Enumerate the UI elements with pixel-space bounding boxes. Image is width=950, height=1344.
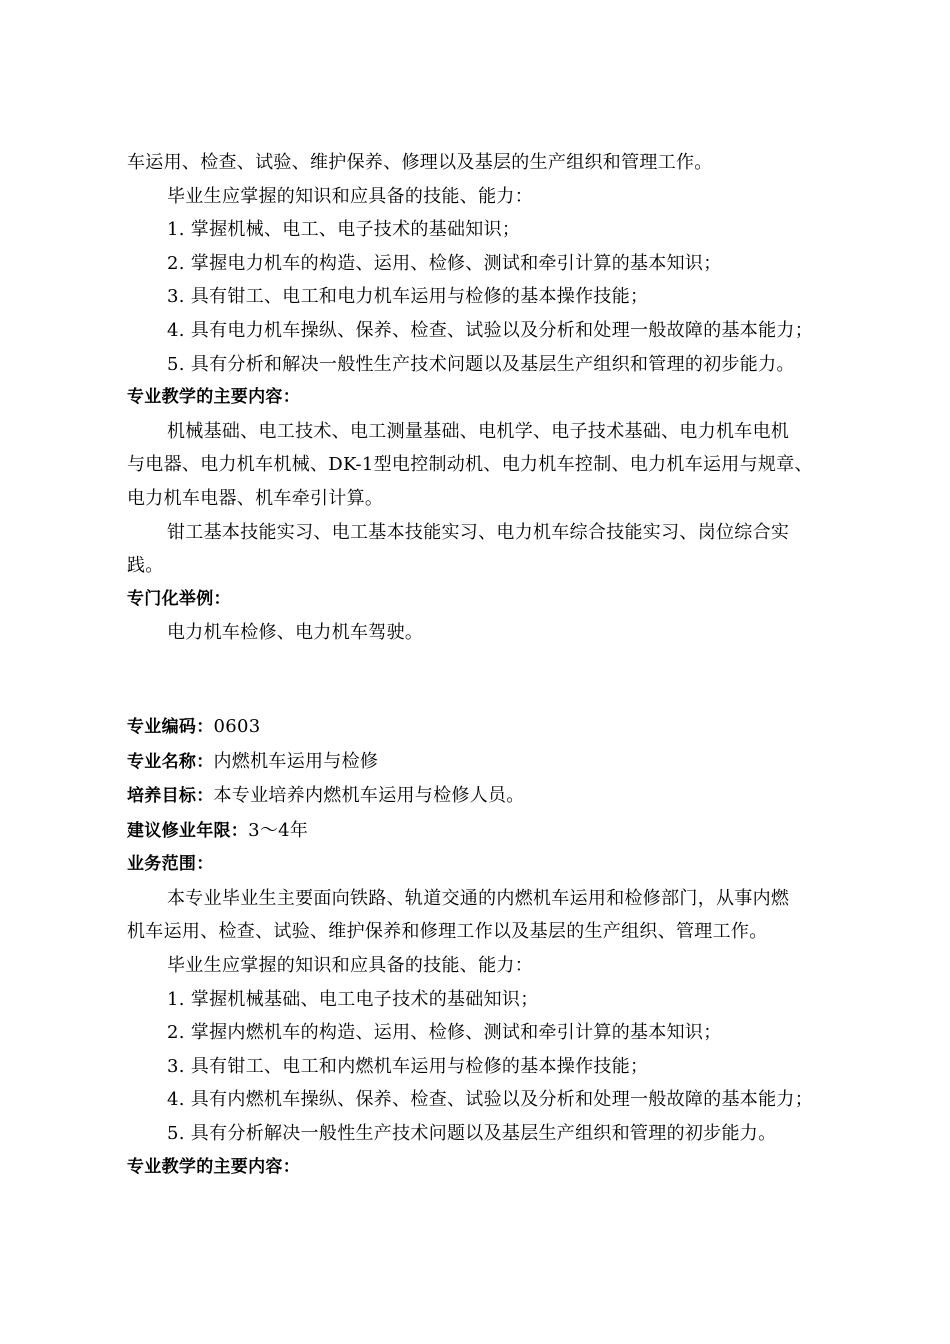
section-heading: 业务范围： [127, 854, 214, 875]
field-name [127, 745, 843, 780]
list-item: 3. 具有钳工、电工和内燃机车运用与检修的基本操作技能； [167, 1055, 649, 1077]
list-item: 5. 具有分析和解决一般性生产技术问题以及基层生产组织和管理的初步能力。 [167, 353, 795, 375]
paragraph-line: 车运用、检查、试验、维护保养、修理以及基层的生产组织和管理工作。 [127, 152, 713, 173]
paragraph-line: 本专业毕业生主要面向铁路、轨道交通的内燃机车运用和检修部门，从事内燃 [167, 887, 790, 909]
field-label: 培养目标： [127, 786, 214, 807]
list-item: 2. 掌握电力机车的构造、运用、检修、测试和牵引计算的基本知识； [167, 252, 722, 274]
list-item: 5. 具有分析解决一般性生产技术问题以及基层生产组织和管理的初步能力。 [167, 1123, 777, 1145]
field-years [127, 814, 843, 849]
field-label: 专业名称： [127, 751, 214, 772]
paragraph-line: 践。 [127, 555, 164, 577]
paragraph-line: 毕业生应掌握的知识和应具备的技能、能力： [167, 185, 533, 207]
list-item: 3. 具有钳工、电工和电力机车运用与检修的基本操作技能； [167, 286, 649, 308]
list-item: 4. 具有内燃机车操纵、保养、检查、试验以及分析和处理一般故障的基本能力； [167, 1089, 813, 1111]
document-page [127, 146, 843, 1184]
field-value: 内燃机车运用与检修 [213, 750, 379, 772]
paragraph-line: 钳工基本技能实习、电工基本技能实习、电力机车综合技能实习、岗位综合实 [167, 521, 790, 543]
paragraph-line: 机械基础、电工技术、电工测量基础、电机学、电子技术基础、电力机车电机 [167, 420, 790, 442]
paragraph-line: 电力机车电器、机车牵引计算。 [127, 487, 384, 509]
field-code [127, 710, 843, 745]
field-label: 专业编码： [127, 716, 214, 737]
list-item: 1. 掌握机械基础、电工电子技术的基础知识； [167, 988, 539, 1010]
section-gap [127, 650, 843, 710]
field-goal [127, 779, 843, 814]
section-heading: 专业教学的主要内容： [127, 1156, 300, 1177]
section-heading: 专门化举例： [127, 588, 231, 609]
field-value: 本专业培养内燃机车运用与检修人员。 [213, 785, 525, 807]
paragraph-line: 与电器、电力机车机械、DK-1型电控制动机、电力机车控制、电力机车运用与规章、 [127, 454, 813, 476]
paragraph-line: 毕业生应掌握的知识和应具备的技能、能力： [167, 955, 533, 977]
section-heading: 专业教学的主要内容： [127, 387, 300, 408]
list-item: 4. 具有电力机车操纵、保养、检查、试验以及分析和处理一般故障的基本能力； [167, 319, 813, 341]
paragraph-line: 机车运用、检查、试验、维护保养和修理工作以及基层的生产组织、管理工作。 [127, 921, 768, 943]
field-label: 建议修业年限： [127, 820, 249, 841]
field-value: 0603 [213, 715, 261, 737]
paragraph-line: 电力机车检修、电力机车驾驶。 [167, 622, 424, 644]
field-value: 3～4年 [248, 819, 309, 841]
list-item: 2. 掌握内燃机车的构造、运用、检修、测试和牵引计算的基本知识； [167, 1022, 722, 1044]
list-item: 1. 掌握机械、电工、电子技术的基础知识； [167, 219, 521, 241]
